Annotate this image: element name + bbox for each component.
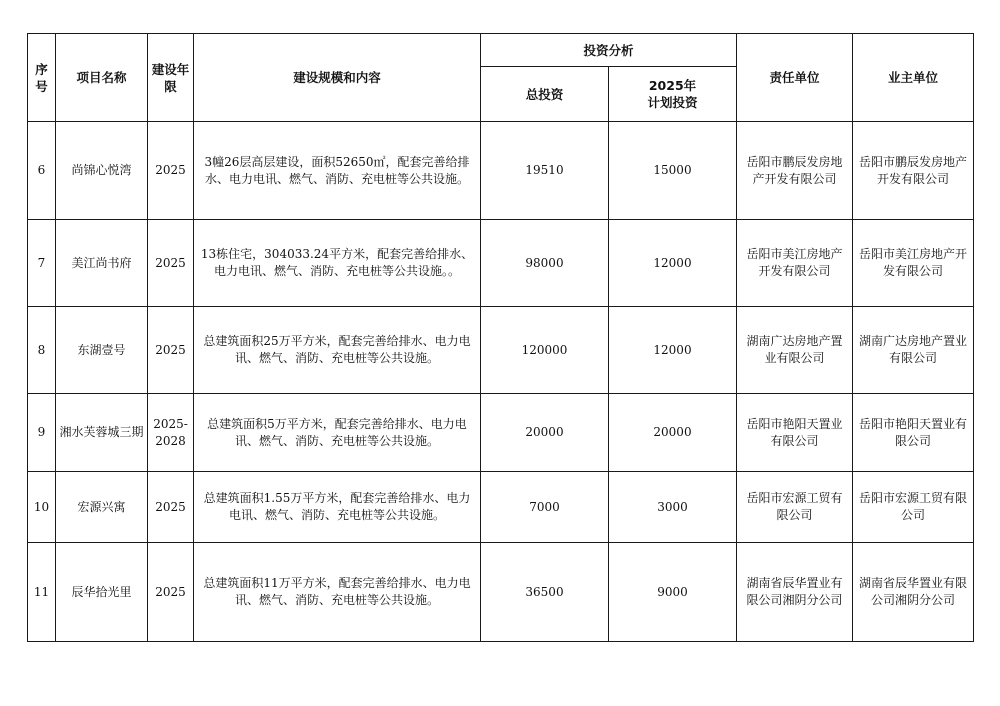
cell-content: 总建筑面积5万平方米，配套完善给排水、电力电讯、燃气、消防、充电桩等公共设施。: [194, 394, 481, 472]
cell-content: 13栋住宅，304033.24平方米，配套完善给排水、电力电讯、燃气、消防、充电桩等公共设施。。: [194, 220, 481, 307]
cell-total-investment: 20000: [481, 394, 609, 472]
table-row: [28, 307, 974, 394]
cell-total-investment: 120000: [481, 307, 609, 394]
cell-seq: 7: [28, 220, 56, 307]
table-row: [28, 472, 974, 543]
cell-content: 3幢26层高层建设，面积52650㎡，配套完善给排水、电力电讯、燃气、消防、充电桩等公共设施。: [194, 122, 481, 220]
cell-project-name: 东湖壹号: [56, 307, 148, 394]
cell-seq: 9: [28, 394, 56, 472]
cell-owner-unit: 湖南省辰华置业有限公司湘阴分公司: [853, 543, 974, 642]
table-row: [28, 122, 974, 220]
cell-plan-investment: 9000: [609, 543, 737, 642]
header-responsible: 责任单位: [737, 34, 853, 122]
cell-responsible-unit: 岳阳市美江房地产开发有限公司: [737, 220, 853, 307]
cell-seq: 8: [28, 307, 56, 394]
cell-owner-unit: 岳阳市鹏辰发房地产开发有限公司: [853, 122, 974, 220]
table-row: [28, 543, 974, 642]
project-table: [27, 33, 974, 642]
cell-project-name: 宏源兴寓: [56, 472, 148, 543]
cell-content: 总建筑面积1.55万平方米，配套完善给排水、电力电讯、燃气、消防、充电桩等公共设施。: [194, 472, 481, 543]
cell-content: 总建筑面积11万平方米，配套完善给排水、电力电讯、燃气、消防、充电桩等公共设施。: [194, 543, 481, 642]
cell-owner-unit: 岳阳市艳阳天置业有限公司: [853, 394, 974, 472]
table-body: [28, 122, 974, 642]
cell-content: 总建筑面积25万平方米，配套完善给排水、电力电讯、燃气、消防、充电桩等公共设施。: [194, 307, 481, 394]
cell-seq: 10: [28, 472, 56, 543]
cell-seq: 6: [28, 122, 56, 220]
cell-plan-investment: 12000: [609, 220, 737, 307]
cell-total-investment: 19510: [481, 122, 609, 220]
cell-plan-investment: 20000: [609, 394, 737, 472]
cell-project-name: 美江尚书府: [56, 220, 148, 307]
cell-owner-unit: 岳阳市美江房地产开发有限公司: [853, 220, 974, 307]
cell-project-name: 辰华拾光里: [56, 543, 148, 642]
cell-responsible-unit: 岳阳市宏源工贸有限公司: [737, 472, 853, 543]
cell-years: 2025: [148, 122, 194, 220]
cell-project-name: 尚锦心悦湾: [56, 122, 148, 220]
cell-owner-unit: 湖南广达房地产置业有限公司: [853, 307, 974, 394]
header-years: 建设年 限: [148, 34, 194, 122]
cell-years: 2025-2028: [148, 394, 194, 472]
header-seq: 序 号: [28, 34, 56, 122]
table-row: [28, 394, 974, 472]
cell-responsible-unit: 湖南广达房地产置业有限公司: [737, 307, 853, 394]
cell-years: 2025: [148, 220, 194, 307]
header-name: 项目名称: [56, 34, 148, 122]
header-investment: 投资分析: [481, 34, 737, 67]
cell-total-investment: 7000: [481, 472, 609, 543]
cell-plan-investment: 12000: [609, 307, 737, 394]
cell-years: 2025: [148, 543, 194, 642]
header-plan: 2025年 计划投资: [609, 67, 737, 122]
cell-total-investment: 36500: [481, 543, 609, 642]
cell-years: 2025: [148, 307, 194, 394]
cell-project-name: 湘水芙蓉城三期: [56, 394, 148, 472]
table-header: [28, 34, 974, 122]
cell-responsible-unit: 岳阳市艳阳天置业有限公司: [737, 394, 853, 472]
cell-total-investment: 98000: [481, 220, 609, 307]
cell-plan-investment: 15000: [609, 122, 737, 220]
header-total: 总投资: [481, 67, 609, 122]
cell-seq: 11: [28, 543, 56, 642]
cell-responsible-unit: 湖南省辰华置业有限公司湘阴分公司: [737, 543, 853, 642]
cell-owner-unit: 岳阳市宏源工贸有限公司: [853, 472, 974, 543]
header-content: 建设规模和内容: [194, 34, 481, 122]
cell-plan-investment: 3000: [609, 472, 737, 543]
header-owner: 业主单位: [853, 34, 974, 122]
cell-responsible-unit: 岳阳市鹏辰发房地产开发有限公司: [737, 122, 853, 220]
cell-years: 2025: [148, 472, 194, 543]
table-row: [28, 220, 974, 307]
